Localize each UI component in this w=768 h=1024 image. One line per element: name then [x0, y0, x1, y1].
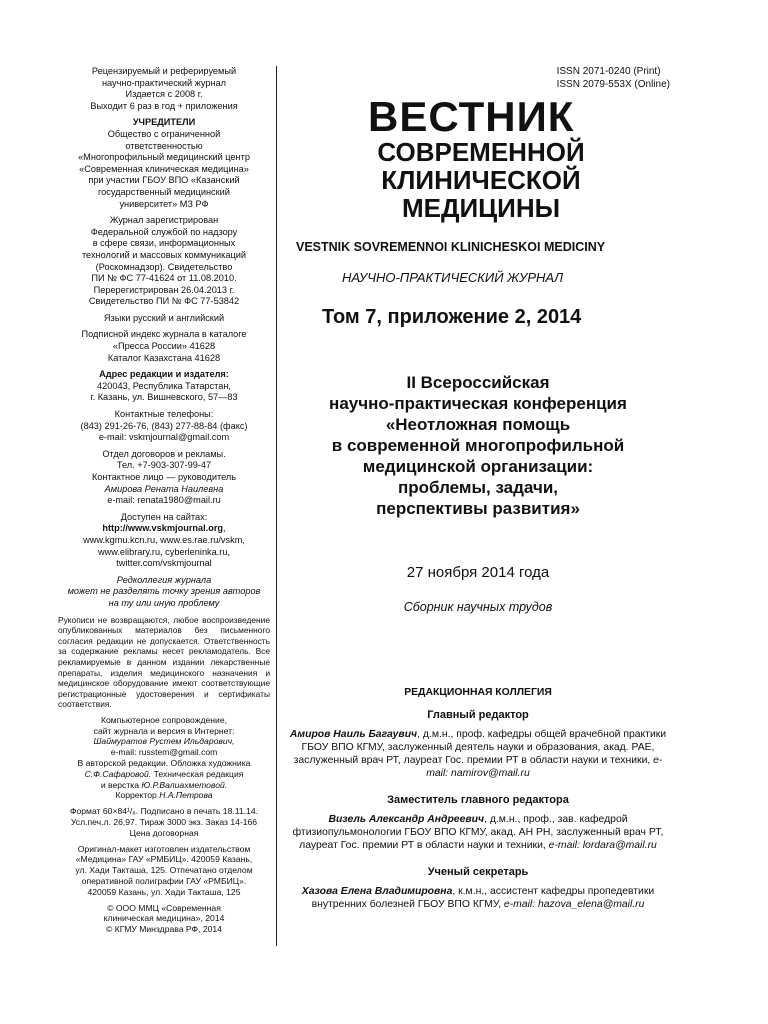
languages — [58, 313, 270, 325]
contracts-line: Тел. +7-903-307-99-47 — [116, 460, 212, 471]
journal-info — [58, 66, 270, 112]
member-desc: , к.м.н., ассистент кафедры пропедевтики внутренних болезней ГБОУ ВПО КГМУ, — [311, 886, 655, 910]
copyright-line: клиническая медицина», 2014 — [103, 913, 225, 924]
conference-line: II Всероссийская — [406, 373, 550, 392]
registration-line: в сфере связи, информационных — [92, 238, 236, 249]
support-email[interactable]: e-mail: russtem@gmail.com — [110, 747, 218, 758]
printing-block — [58, 844, 270, 898]
conference-date: 27 ноября 2014 года — [406, 564, 550, 581]
site-link[interactable]: www.kgmu.kcn.ru, www.es.rae.ru/vskm, — [83, 534, 245, 545]
member-email[interactable]: e-mail: hazova_elena@mail.ru — [503, 899, 645, 910]
site-link[interactable]: www.elibrary.ru, cyberleninka.ru, — [97, 546, 231, 557]
site-separator: , — [223, 523, 226, 534]
print-line: Формат 60×84¹/₈. Подписано в печать 18.11.14. — [69, 806, 259, 817]
founders-heading: УЧРЕДИТЕЛИ — [132, 117, 196, 128]
registration-line: (Роскомнадзор). Свидетельство — [95, 261, 233, 272]
member-role: Заместитель главного редактора — [387, 794, 569, 806]
member-name: Визель Александр Андреевич — [328, 814, 485, 825]
title-line: СОВРЕМЕННОЙ — [377, 137, 585, 167]
member-email[interactable]: e-mail: namirov@mail.ru — [426, 755, 663, 779]
copyright-block — [58, 903, 270, 935]
corrector-name: Н.А.Петрова — [159, 790, 213, 801]
site-link[interactable]: twitter.com/vskmjournal — [116, 558, 212, 569]
member-text — [284, 813, 672, 852]
founders-line: университет» МЗ РФ — [119, 198, 209, 209]
registration-line: Свидетельство ПИ № ФС 77-53842 — [88, 296, 240, 307]
edition-tech: Техническая редакция — [151, 768, 244, 779]
member-desc: , д.м.н., проф., зав. кафедрой фтизиопульмонологии ГБОУ ВПО КГМУ, акад. АН РН, заслуженный врач РТ, лауреат Гос. премии РТ в области науки и техники, — [292, 814, 664, 851]
contracts-line: Отдел договоров и рекламы. — [102, 448, 226, 459]
phones-block — [58, 409, 270, 444]
founders-line: при участии ГБОУ ВПО «Казанский — [88, 175, 240, 186]
issn-block — [557, 66, 670, 91]
member-text — [284, 885, 672, 911]
disclaimer-line: может не разделять точку зрения авторов — [67, 586, 261, 597]
disclaimer-line: Редколлегия журнала — [116, 574, 212, 585]
info-line: Издается с 2008 г. — [125, 89, 203, 100]
board-member — [284, 794, 672, 852]
collection-label: Сборник научных трудов — [403, 600, 553, 614]
contracts-block — [58, 449, 270, 507]
contact-email[interactable]: e-mail: renata1980@mail.ru — [107, 495, 221, 506]
email-line[interactable]: e-mail: vskmjournal@gmail.com — [98, 432, 230, 443]
print-line: Цена договорная — [129, 827, 199, 838]
board-member — [284, 866, 672, 911]
member-role: Главный редактор — [427, 709, 529, 721]
conference-line: проблемы, задачи, — [397, 478, 558, 497]
support-block — [58, 715, 270, 801]
member-name: Хазова Елена Владимировна — [301, 886, 453, 897]
registration-line: технологий и массовых коммуникаций — [81, 249, 247, 260]
founders-block — [58, 117, 270, 210]
member-email[interactable]: e-mail: lordara@mail.ru — [548, 840, 657, 851]
registration-line: Федеральной службой по надзору — [90, 226, 238, 237]
founders-line: государственный медицинский — [98, 186, 230, 197]
printing-line: ул. Хади Такташа, 125. Отпечатано отделом — [75, 865, 253, 876]
board-heading: РЕДАКЦИОННАЯ КОЛЛЕГИЯ — [404, 687, 552, 698]
founders-line: «Многопрофильный медицинский центр — [78, 152, 250, 163]
founders-line: «Современная клиническая медицина» — [79, 163, 249, 174]
subscription-line: Подписной индекс журнала в каталоге — [81, 329, 247, 340]
founders-line: ответственностью — [125, 140, 203, 151]
conference-line: перспективы развития» — [376, 499, 580, 518]
contact-label: Контактное лицо — руководитель — [91, 472, 237, 482]
registration-block — [58, 215, 270, 308]
address-block — [58, 369, 270, 404]
title-line: МЕДИЦИНЫ — [401, 193, 561, 223]
print-line: Усл.печ.л. 26,97. Тираж 3000 экз. Заказ 14-166 — [70, 817, 258, 828]
journal-type: НАУЧНО-ПРАКТИЧЕСКИЙ ЖУРНАЛ — [342, 270, 563, 285]
address-line: 420043, Республика Татарстан, — [97, 380, 231, 391]
printing-line: оперативной полиграфии ГАУ «РМБИЦ». — [81, 876, 247, 887]
languages-text: Языки русский и английский — [103, 312, 225, 323]
info-line: Рецензируемый и реферируемый — [91, 66, 237, 76]
member-desc: , д.м.н., проф. кафедры общей врачебной практики ГБОУ ВПО КГМУ, заслуженный деятель науки и образования, акад. РАЕ, заслуженный врач РТ, лауреат Гос. премии РТ в области науки и техники, — [293, 729, 667, 766]
registration-line: Перерегистрирован 26.04.2013 г. — [93, 284, 235, 295]
printing-line: Оригинал-макет изготовлен издательством — [77, 843, 251, 854]
support-name: Шаймуратов Рустем Ильдарович, — [93, 736, 235, 747]
editorial-board — [284, 686, 672, 925]
conference-line: медицинской организации: — [362, 457, 594, 476]
conference-line: научно-практическая конференция — [329, 394, 627, 413]
address-heading: Адрес редакции и издателя: — [99, 369, 229, 380]
conference-line: в современной многопрофильной — [331, 436, 625, 455]
info-line: Выходит 6 раз в год + приложения — [90, 100, 238, 111]
journal-title-latin: VESTNIK SOVREMENNOI KLINICHESKOI MEDICINY — [296, 240, 606, 254]
title-line: КЛИНИЧЕСКОЙ — [381, 165, 581, 195]
sites-label: Доступен на сайтах: — [120, 511, 208, 522]
contact-name: Амирова Рената Наилевна — [104, 483, 224, 494]
copyright-line: © ООО ММЦ «Современная — [107, 902, 221, 913]
issn-online: ISSN 2079-553X (Online) — [556, 78, 670, 90]
imprint-column — [58, 66, 270, 940]
member-text — [284, 728, 672, 780]
registration-line: Журнал зарегистрирован — [109, 215, 219, 226]
journal-title-rest — [356, 138, 606, 222]
print-info-block — [58, 806, 270, 838]
issn-print: ISSN 2071-0240 (Print) — [556, 66, 661, 77]
rules-paragraph: Рукописи не возвращаются, любое воспроизведение опубликованных материалов без письменного согласия редакции не допускается. Ответственность за содержание рекламы несет рекламодатель. Все рекламируемые в данном издании лекарственные препараты, изделия медицинского назначения и медицинское оборудование имеют соответствующие регистрационные удостоверения и сертификаты соответствия. — [58, 614, 270, 710]
subscription-block — [58, 329, 270, 364]
sites-block — [58, 512, 270, 570]
member-role: Ученый секретарь — [427, 866, 529, 878]
founders-line: Общество с ограниченной — [107, 128, 221, 139]
support-line: Компьютерное сопровождение, — [101, 714, 227, 725]
edition-line: В авторской редакции. Обложка художника — [77, 758, 251, 769]
subscription-line: «Пресса России» 41628 — [112, 341, 216, 352]
corrector-label: Корректор — [115, 790, 160, 801]
printing-line: 420059 Казань, ул. Хади Такташа, 125 — [87, 886, 241, 897]
conference-line: «Неотложная помощь — [385, 415, 571, 434]
subscription-line: Каталог Казахстана 41628 — [107, 352, 221, 363]
printing-line: «Медицина» ГАУ «РМБИЦ». 420059 Казань, — [75, 854, 253, 865]
copyright-line: © КГМУ Минздрава РФ, 2014 — [106, 924, 222, 935]
phones-line: (843) 291-26-76, (843) 277-88-84 (факс) — [80, 420, 248, 431]
site-main-link[interactable]: http://www.vskmjournal.org — [102, 523, 224, 534]
edition-layout-label: и верстка — [100, 779, 142, 790]
address-line: г. Казань, ул. Вишневского, 57—83 — [90, 392, 238, 403]
phones-heading: Контактные телефоны: — [114, 409, 214, 420]
edition-artist: С.Ф.Сафаровой. — [84, 768, 152, 779]
column-divider — [276, 66, 277, 946]
registration-line: ПИ № ФС 77-41624 от 11.08.2010. — [91, 273, 237, 284]
board-member — [284, 709, 672, 780]
member-name: Амиров Наиль Багаувич — [289, 729, 418, 740]
volume-info: Том 7, приложение 2, 2014 — [322, 306, 582, 328]
disclaimer-block — [58, 575, 270, 610]
edition-layout-name: Ю.Р.Валиахметовой. — [141, 779, 228, 790]
support-line: сайт журнала и версия в Интернет: — [93, 725, 235, 736]
journal-title-main: ВЕСТНИК — [368, 93, 575, 140]
conference-title — [282, 372, 674, 519]
disclaimer-line: на ту или иную проблему — [108, 597, 220, 608]
info-line: научно-практический журнал — [101, 77, 227, 88]
